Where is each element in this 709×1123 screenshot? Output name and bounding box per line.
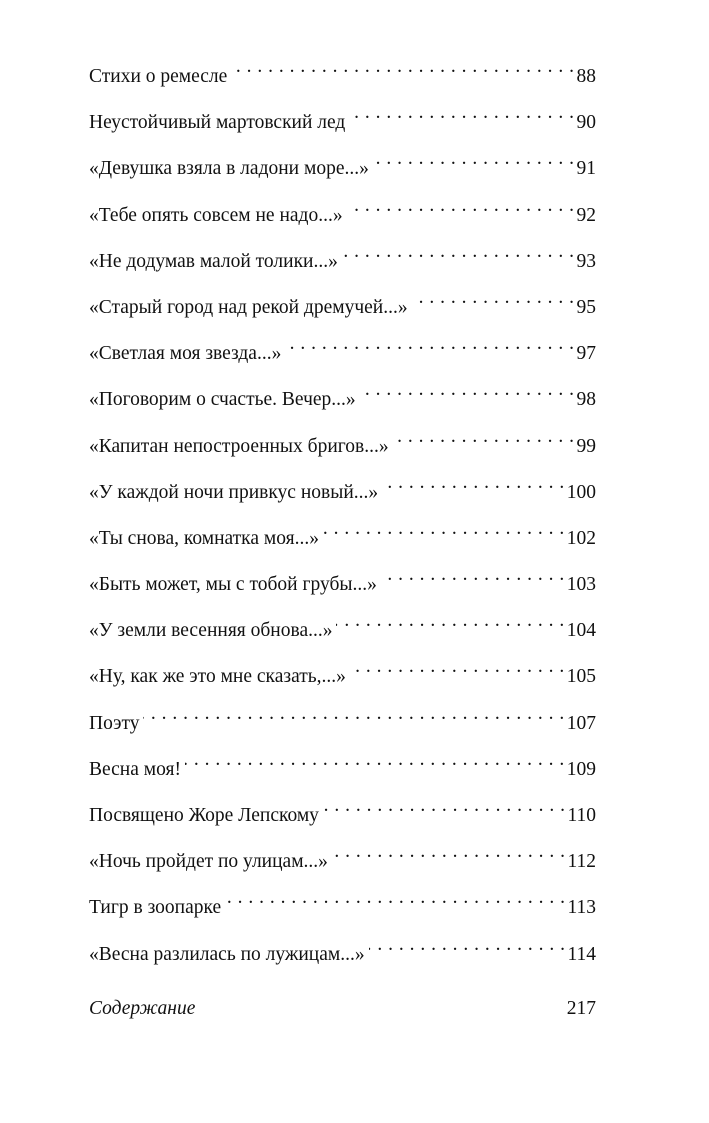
- toc-entry: [89, 847, 596, 893]
- toc-entry-title: Тигр в зоопарке: [89, 897, 222, 919]
- page-number: 217: [566, 998, 596, 1019]
- toc-dot-leader: [336, 616, 564, 636]
- toc-entry-title: «Ты снова, комнатка моя...»: [89, 527, 319, 549]
- toc-entry-page: 93: [576, 250, 596, 272]
- toc-entry-title: «Не додумав малой толики...»: [89, 250, 338, 272]
- toc-entry-title: «У каждой ночи привкус новый...»: [89, 481, 379, 503]
- toc-entry-title: «Светлая моя звезда...»: [89, 343, 282, 365]
- toc-entry: [89, 154, 596, 200]
- toc-entry-page: 112: [567, 851, 596, 873]
- table-of-contents: [89, 62, 596, 986]
- toc-dot-leader: [285, 339, 574, 359]
- toc-entry: [89, 801, 596, 847]
- toc-entry: [89, 893, 596, 939]
- toc-dot-leader: [323, 801, 566, 821]
- toc-entry: [89, 385, 596, 431]
- toc-entry-title: «Ну, как же это мне сказать,...»: [89, 666, 346, 688]
- toc-dot-leader: [381, 570, 565, 590]
- toc-entry-title: «Весна разлилась по лужицам...»: [89, 943, 365, 965]
- toc-dot-leader: [382, 478, 565, 498]
- toc-entry-page: 92: [576, 204, 596, 226]
- toc-entry-page: 100: [566, 481, 596, 503]
- toc-entry-title: Стихи о ремесле: [89, 66, 228, 87]
- toc-entry: [89, 108, 596, 154]
- toc-entry-page: 91: [576, 158, 596, 180]
- toc-entry-title: «Тебе опять совсем не надо...»: [89, 204, 343, 226]
- toc-entry: [89, 570, 596, 616]
- toc-dot-leader: [350, 662, 565, 682]
- toc-entry-page: 107: [566, 712, 596, 734]
- toc-entry-title: «Поговорим о счастье. Вечер...»: [89, 389, 356, 411]
- toc-entry-title: «У земли весенняя обнова...»: [89, 620, 333, 642]
- toc-entry: [89, 478, 596, 524]
- toc-entry-page: 98: [576, 389, 596, 411]
- toc-dot-leader: [349, 108, 574, 128]
- toc-dot-leader: [373, 154, 575, 174]
- toc-entry-page: 105: [566, 666, 596, 688]
- toc-entry-page: 110: [567, 805, 596, 826]
- toc-dot-leader: [347, 201, 575, 221]
- toc-entry-page: 113: [567, 897, 596, 919]
- toc-entry: [89, 616, 596, 662]
- toc-entry-title: «Капитан непостроенных бригов...»: [89, 435, 389, 457]
- toc-dot-leader: [412, 293, 575, 313]
- toc-entry: [89, 62, 596, 108]
- toc-entry: [89, 247, 596, 293]
- toc-entry: [89, 201, 596, 247]
- toc-entry-title: «Быть может, мы с тобой грубы...»: [89, 574, 377, 596]
- toc-entry-page: 103: [566, 574, 596, 596]
- toc-entry: [89, 940, 596, 986]
- toc-entry: [89, 755, 596, 801]
- running-footer-title: Содержание: [89, 998, 196, 1019]
- toc-entry: [89, 524, 596, 570]
- toc-dot-leader: [393, 432, 575, 452]
- toc-entry-title: Весна моя!: [89, 758, 181, 780]
- toc-entry-page: 114: [567, 943, 596, 965]
- toc-dot-leader: [332, 847, 566, 867]
- toc-dot-leader: [185, 755, 565, 775]
- toc-entry-title: Неустойчивый мартовский лед: [89, 112, 346, 134]
- toc-entry-title: «Старый город над рекой дремучей...»: [89, 296, 408, 318]
- toc-entry-page: 104: [566, 620, 596, 642]
- toc-entry-title: «Ночь пройдет по улицам...»: [89, 851, 328, 873]
- toc-entry-title: «Девушка взяла в ладони море...»: [89, 158, 369, 180]
- toc-dot-leader: [231, 62, 574, 82]
- toc-dot-leader: [369, 940, 566, 960]
- toc-entry: [89, 293, 596, 339]
- toc-entry: [89, 662, 596, 708]
- toc-entry-title: Поэту: [89, 712, 140, 734]
- toc-entry-page: 99: [576, 435, 596, 457]
- page-footer: [89, 998, 596, 1020]
- toc-dot-leader: [360, 385, 575, 405]
- toc-entry-page: 88: [576, 66, 596, 87]
- toc-dot-leader: [143, 709, 564, 729]
- toc-dot-leader: [225, 893, 565, 913]
- toc-entry: [89, 339, 596, 385]
- toc-entry-page: 90: [576, 112, 596, 134]
- toc-entry-page: 97: [576, 343, 596, 365]
- toc-entry-page: 95: [576, 296, 596, 318]
- toc-entry: [89, 709, 596, 755]
- toc-entry-title: Посвящено Жоре Лепскому: [89, 805, 319, 826]
- toc-dot-leader: [323, 524, 565, 544]
- toc-entry-page: 109: [566, 758, 596, 780]
- toc-dot-leader: [342, 247, 575, 267]
- toc-entry: [89, 432, 596, 478]
- toc-entry-page: 102: [566, 527, 596, 549]
